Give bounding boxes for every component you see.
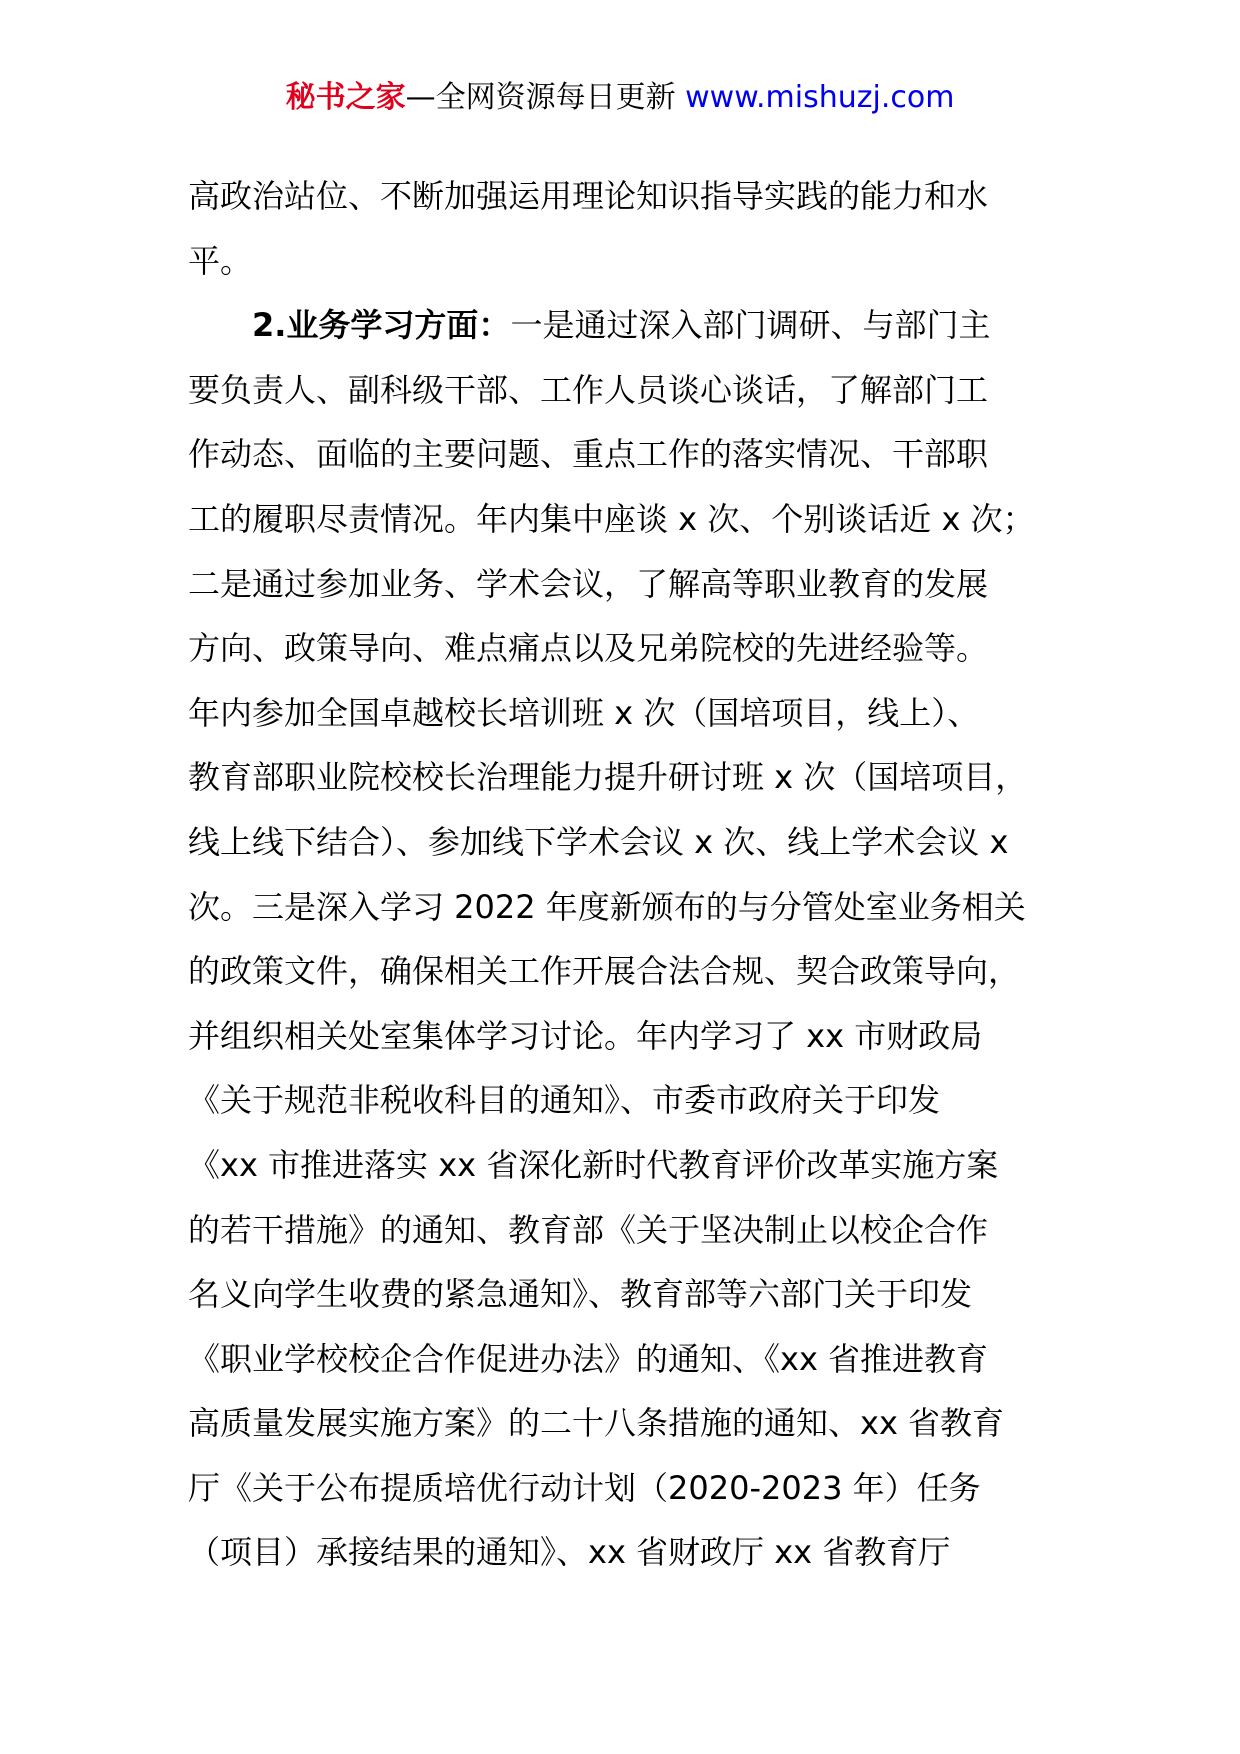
header-tagline: —全网资源每日更新 <box>405 80 686 115</box>
paragraph-line: 方向、政策导向、难点痛点以及兄弟院校的先进经验等。 <box>188 629 989 668</box>
section-first-line <box>188 293 1068 358</box>
paragraph-line: 二是通过参加业务、学术会议，了解高等职业教育的发展 <box>188 564 989 603</box>
section-heading: 2.业务学习方面： <box>252 306 511 345</box>
paragraph-line: 教育部职业院校校长治理能力提升研讨班 x 次（国培项目， <box>188 758 1028 797</box>
paragraph-line: 的政策文件，确保相关工作开展合法合规、契合政策导向， <box>188 952 1021 991</box>
paragraph-line: 的若干措施》的通知、教育部《关于坚决制止以校企合作 <box>188 1210 989 1249</box>
site-header <box>0 78 1240 118</box>
paragraph-line: 《职业学校校企合作促进办法》的通知、《xx 省推进教育 <box>188 1339 989 1378</box>
paragraph-line: 平。 <box>188 241 253 280</box>
paragraph-line: 年内参加全国卓越校长培训班 x 次（国培项目，线上）、 <box>188 693 980 732</box>
paragraph-line: 《xx 市推进落实 xx 省深化新时代教育评价改革实施方案 <box>188 1145 999 1184</box>
paragraph-line: （项目）承接结果的通知》、xx 省财政厅 xx 省教育厅 <box>188 1533 951 1572</box>
paragraph-line: 高政治站位、不断加强运用理论知识指导实践的能力和水 <box>188 177 989 215</box>
paragraph-line: 并组织相关处室集体学习讨论。年内学习了 xx 市财政局 <box>188 1016 983 1055</box>
paragraph-line: 次。三是深入学习 2022 年度新颁布的与分管处室业务相关 <box>188 887 1026 926</box>
paragraph-line: 工的履职尽责情况。年内集中座谈 x 次、个别谈话近 x 次； <box>188 499 1035 538</box>
paragraph-line: 厅《关于公布提质培优行动计划（2020-2023 年）任务 <box>188 1468 981 1507</box>
paragraph-line: 《关于规范非税收科目的通知》、市委市政府关于印发 <box>188 1081 941 1120</box>
paragraph-line: 高质量发展实施方案》的二十八条措施的通知、xx 省教育 <box>188 1404 1005 1443</box>
paragraph-line: 要负责人、副科级干部、工作人员谈心谈话，了解部门工 <box>188 370 989 409</box>
paragraph-line: 作动态、面临的主要问题、重点工作的落实情况、干部职 <box>188 435 989 474</box>
paragraph-line: 线上线下结合）、参加线下学术会议 x 次、线上学术会议 x <box>188 822 1009 861</box>
site-url-link[interactable]: www.mishuzj.com <box>685 80 955 115</box>
document-body <box>188 164 1068 1585</box>
paragraph-line: 名义向学生收费的紧急通知》、教育部等六部门关于印发 <box>188 1275 973 1314</box>
section-lead-text: 一是通过深入部门调研、与部门主 <box>510 306 991 345</box>
brand-name: 秘书之家 <box>285 80 406 115</box>
